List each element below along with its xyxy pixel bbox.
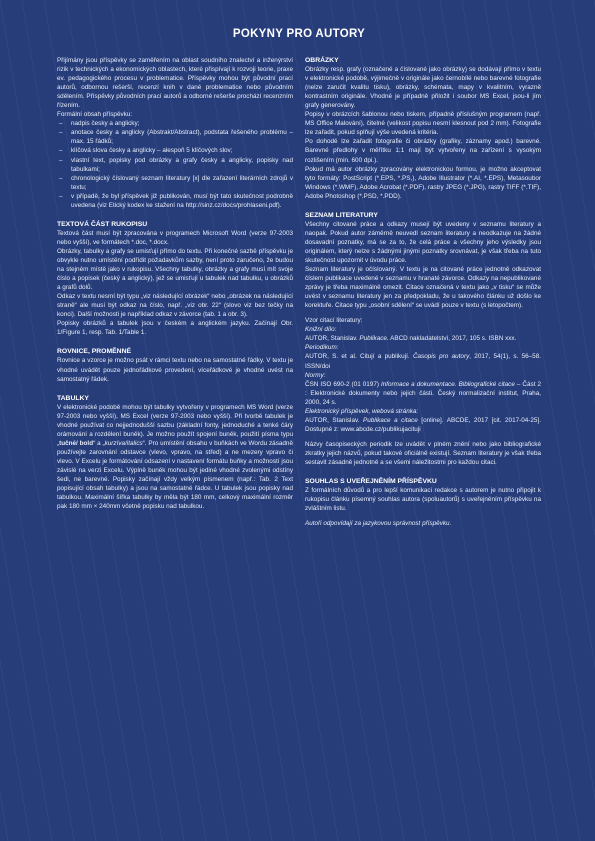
- list-item: – nadpis česky a anglicky;: [57, 119, 293, 128]
- paragraph: Seznam literatury je očíslovaný. V textu je na citované práce jednotně odkazovat číslem publikace uvedené v seznamu v hranaté závorce. Odkazy na nepublikované zprávy je třeba maximálně omezit. Citace označená v textu jako „v tisku“ se může uvést v seznamu literatury jen za předpokladu, že u takového článku už došlo ke korektuře. Citace typu „osobní sdělení“ se uvádí pouze v textu (s letopočtem).: [305, 266, 541, 310]
- paragraph: Odkaz v textu nesmí být typu „viz následující obrázek“ nebo „obrázek na následující straně“ ale musí být odkaz na číslo, např. „viz obr. 22“ (slovo viz bez tečky na konci). Další možnosti je například odkaz v závorce (tab. 1 a obr. 3).: [57, 293, 293, 319]
- section-heading-images: OBRÁZKY: [305, 57, 339, 64]
- section-heading-tables: TABULKY: [57, 394, 89, 402]
- paragraph: Popisy v obrázcích šablonou nebo tiskem, případně příslušným programem (např. MS Office Malování), čitelné (velikost popisu nesmí klesnout pod 2 mm). Fotografie lze zařadit, pokud splňují výše uvedená kritéria.: [305, 111, 541, 137]
- section-heading-consent: SOUHLAS S UVEŘEJNĚNÍM PŘÍSPĚVKU: [305, 478, 437, 486]
- section-heading-text: TEXTOVÁ ČÁST RUKOPISU: [57, 220, 148, 228]
- left-column: [57, 56, 293, 528]
- text-run: [online]. ABCDE, 2017 [cit. 2017-04-25]. Dostupné z: www.abcde.cz/publikujacituji: [305, 416, 541, 433]
- text-run: “ a „: [93, 439, 105, 447]
- paragraph: Názvy časopiseckých periodik lze uvádět v plném znění nebo jako bibliografické zkratky jejich názvů, pokud takové oficiálně existují. Seznam literatury je však třeba sestavit zásadně jednotně a se všemi náležitostmi pro každou citaci.: [305, 440, 541, 466]
- section-heading-equations: ROVNICE, PROMĚNNÉ: [57, 348, 132, 356]
- citation-example: [305, 416, 541, 434]
- list-item: – vlastní text, popisky pod obrázky a grafy česky a anglicky, popisky nad tabulkami;: [57, 156, 293, 174]
- list-item: – v případě, že byl příspěvek již publikován, musí být tato skutečnost podrobně uvedena (viz Etický kodex ke stažení na http://sinz.cz/docs/prohlaseni.pdf).: [57, 192, 293, 210]
- bold-example: tučné/ bold: [59, 439, 94, 447]
- paragraph: Obrázky, tabulky a grafy se umisťují přímo do textu. Při konečné sazbě příspěvku je obvykle nutno umístění podřídit požadavkům sazby, není proto zaručeno, že budou na stejném místě jako v rukopisu. Všechny tabulky, obrázky a grafy musí mít svoje číslo a popisek (český a anglický), jež se umisťují u tabulek nad tabulku, u obrázků a grafů dolů.: [57, 247, 293, 292]
- citation-example: [305, 380, 541, 407]
- paragraph: Pokud má autor obrázky zpracovány elektronickou formou, je možno akceptovat tyto formáty: PostScript (*.EPS, *.PS,), Adobe Illustrator (*.AI, *.EPS), Metasoubor Windows (*.WMF), Adobe Acrobat (*.PDF), rastry JPEG (*.JPG), rastry TIFF (*.TIF), Adobe Photoshop (*.PSD, *.PDD).: [305, 165, 541, 200]
- text-run: – Část 2 : Elektronické dokumenty nebo jejich části. Český normalizační institut, Praha, 2000, 24 s.: [305, 380, 541, 406]
- right-column: [305, 56, 541, 528]
- text-run: “. Pro umístění obsahu v buňkách ve Wordu zásadně používejte zarovnání odstavce (vlevo, vpravo, na střed) a ne mezery vpravo či vlevo. V Excelu je formátování odsazení v nastavení formátu buňky a možností jsou závislé na verzi Excelu. Výplně buněk mohou být jediné vhodné zvolenými odstíny šedi, ne barevné. Popisky začínají vždy velkým písmenem (např.: Tab. 2 Text popisující obsah tabulky) a jsou na samostatné řádce. U tabulek jsou popisky nad tabulkou. Maximální šířka tabulky by měla být 180 mm, celkový maximální rozměr pak 180 mm × 240mm včetně popisku nad tabulkou.: [57, 439, 293, 511]
- paragraph: Textová část musí být zpracována v programech Microsoft Word (verze 97-2003 nebo vyšší), ve formátech *.doc, *.docx.: [57, 229, 293, 246]
- text-run: Publikace a citace: [363, 416, 418, 424]
- paragraph: Obrázky resp. grafy (označené a číslované jako obrázky) se dodávají přímo v textu v elektronické podobě, výjimečně v originále jako černobílé nebo barevné fotografie (nelze zaručit kvalitu tisku), obrázky, schémata, mapy v kvalitním, vyrazně kontrastním originále. Vhodné je případně přiložit i soubor MS Excel, jsou-li jím grafy generovány.: [305, 66, 541, 110]
- decorative-line: [572, 0, 595, 841]
- citation-example: [305, 352, 541, 370]
- text-run: ABCD nakladatelství, 2017, 105 s. ISBN xxx.: [388, 335, 517, 343]
- intro-list-label: Formální obsah příspěvku:: [57, 111, 133, 119]
- text-run: Informace a dokumentace. Bibliografické citace: [380, 380, 515, 388]
- citation-examples-label: Vzor citací literatury:: [305, 317, 363, 325]
- text-run: ČSN ISO 690-2 (01 0197): [305, 380, 381, 388]
- text-run: , 2017, 54(1), s. 56–58. ISSN/doi: [305, 353, 541, 370]
- paragraph: Rovnice a vzorce je možno psát v rámci textu nebo na samostatné řádky. V textu je vhodné uvádět pouze jednořádkové provedení, víceřádkové je vhodné uvést na samostatný řádek.: [57, 357, 293, 383]
- text-run: Časopis pro autory: [412, 353, 470, 361]
- text-run: V elektronické podobě mohou být tabulky vytvořeny v programech MS Word (verze 97-2003 nebo vyšší), MS Excel (verze 97-2003 nebo vyšší). Při tvorbě tabulek je vhodné používat co nejjednodušší sazbu (základní fonty, jednoduché a tenké čáry orámování a rozdělení buněk). Je možno použít spojení buněk, použití písma typu „: [57, 403, 293, 447]
- page: [57, 28, 541, 818]
- citation-type-label: Normy:: [305, 371, 326, 379]
- intro-list: [57, 119, 293, 209]
- italic-example: kurzíva/italics: [104, 439, 143, 447]
- section-heading-literature: SEZNAM LITERATURY: [305, 211, 378, 219]
- citation-example: [305, 334, 541, 343]
- list-item: – chronologický číslovaný seznam literatury [x] dle zařazení literárních zdrojů v textu;: [57, 174, 293, 192]
- paragraph: Z formálních důvodů a pro lepší komunikaci redakce s autorem je nutno připojit k rukopisu článku písemný souhlas autora (spoluautorů) s uveřejněním příspěvku na zvláštním listu.: [305, 487, 541, 513]
- citation-type-label: Knižní dílo:: [305, 326, 337, 334]
- decorative-line: [550, 0, 595, 841]
- decorative-line: [0, 0, 30, 841]
- footer-note: Autoři odpovídají za jazykovou správnost příspěvku.: [305, 520, 452, 528]
- paragraph: Všechny citované práce a odkazy musejí být uvedeny v seznamu literatury a naopak. Pokud autor záměrně neuvedl seznam literatury a neodkazuje na žádné dosavadní poznatky, má se za to, že celá práce a všechny jeho výsledky jsou originálem, který nelze s žádnými jinými poznatky srovnávat, je však třeba na tuto skutečnost upozornit v úvodu práce.: [305, 220, 541, 264]
- text-run: Publikace.: [359, 335, 389, 343]
- paragraph: Popisky obrázků a tabulek jsou v českém a anglickém jazyku. Začínají Obr. 1/Figure 1, resp. Tab. 1/Table 1.: [57, 320, 293, 337]
- citation-type-label: Periodikum:: [305, 344, 339, 352]
- citation-type-label: Elektronický příspěvek, webová stránka:: [305, 407, 419, 415]
- intro-text: Přijímány jsou příspěvky se zaměřením na oblast soudního znalectví a inženýrství rizik v technických a ekonomických oblastech, které přispívají k rozvoji teorie, praxe ev. pedagogického procesu v problematice. Příspěvky mohou být původní prací autorů, odbornou rešerší, recenzí knih v dané problematice nebo původním sdělením. Příspěvky původních prací autorů a odborné rešerše prochází recenzním řízením.: [57, 57, 293, 110]
- page-title: POKYNY PRO AUTORY: [232, 28, 366, 40]
- paragraph: [57, 403, 293, 512]
- list-item: – anotace česky a anglicky (Abstrakt/Abstract), podstata řešeného problému – max. 15 řádků;: [57, 128, 293, 146]
- text-run: AUTOR, Stanislav.: [305, 335, 360, 343]
- text-run: AUTOR, S. et al. Citují a publikují.: [305, 353, 413, 361]
- text-run: AUTOR, Stanislav.: [305, 416, 364, 424]
- paragraph: Po dohodě lze zařadit fotografie či obrázky (grafiky, záznamy apod.) barevné. Barevné předlohy v měřítku 1:1 mají být vytvořeny na zařízení s vysokým rozlišením (min. 600 dpi.).: [305, 138, 541, 164]
- list-item: – klíčová slova česky a anglicky – alespoň 5 klíčových slov;: [57, 146, 293, 155]
